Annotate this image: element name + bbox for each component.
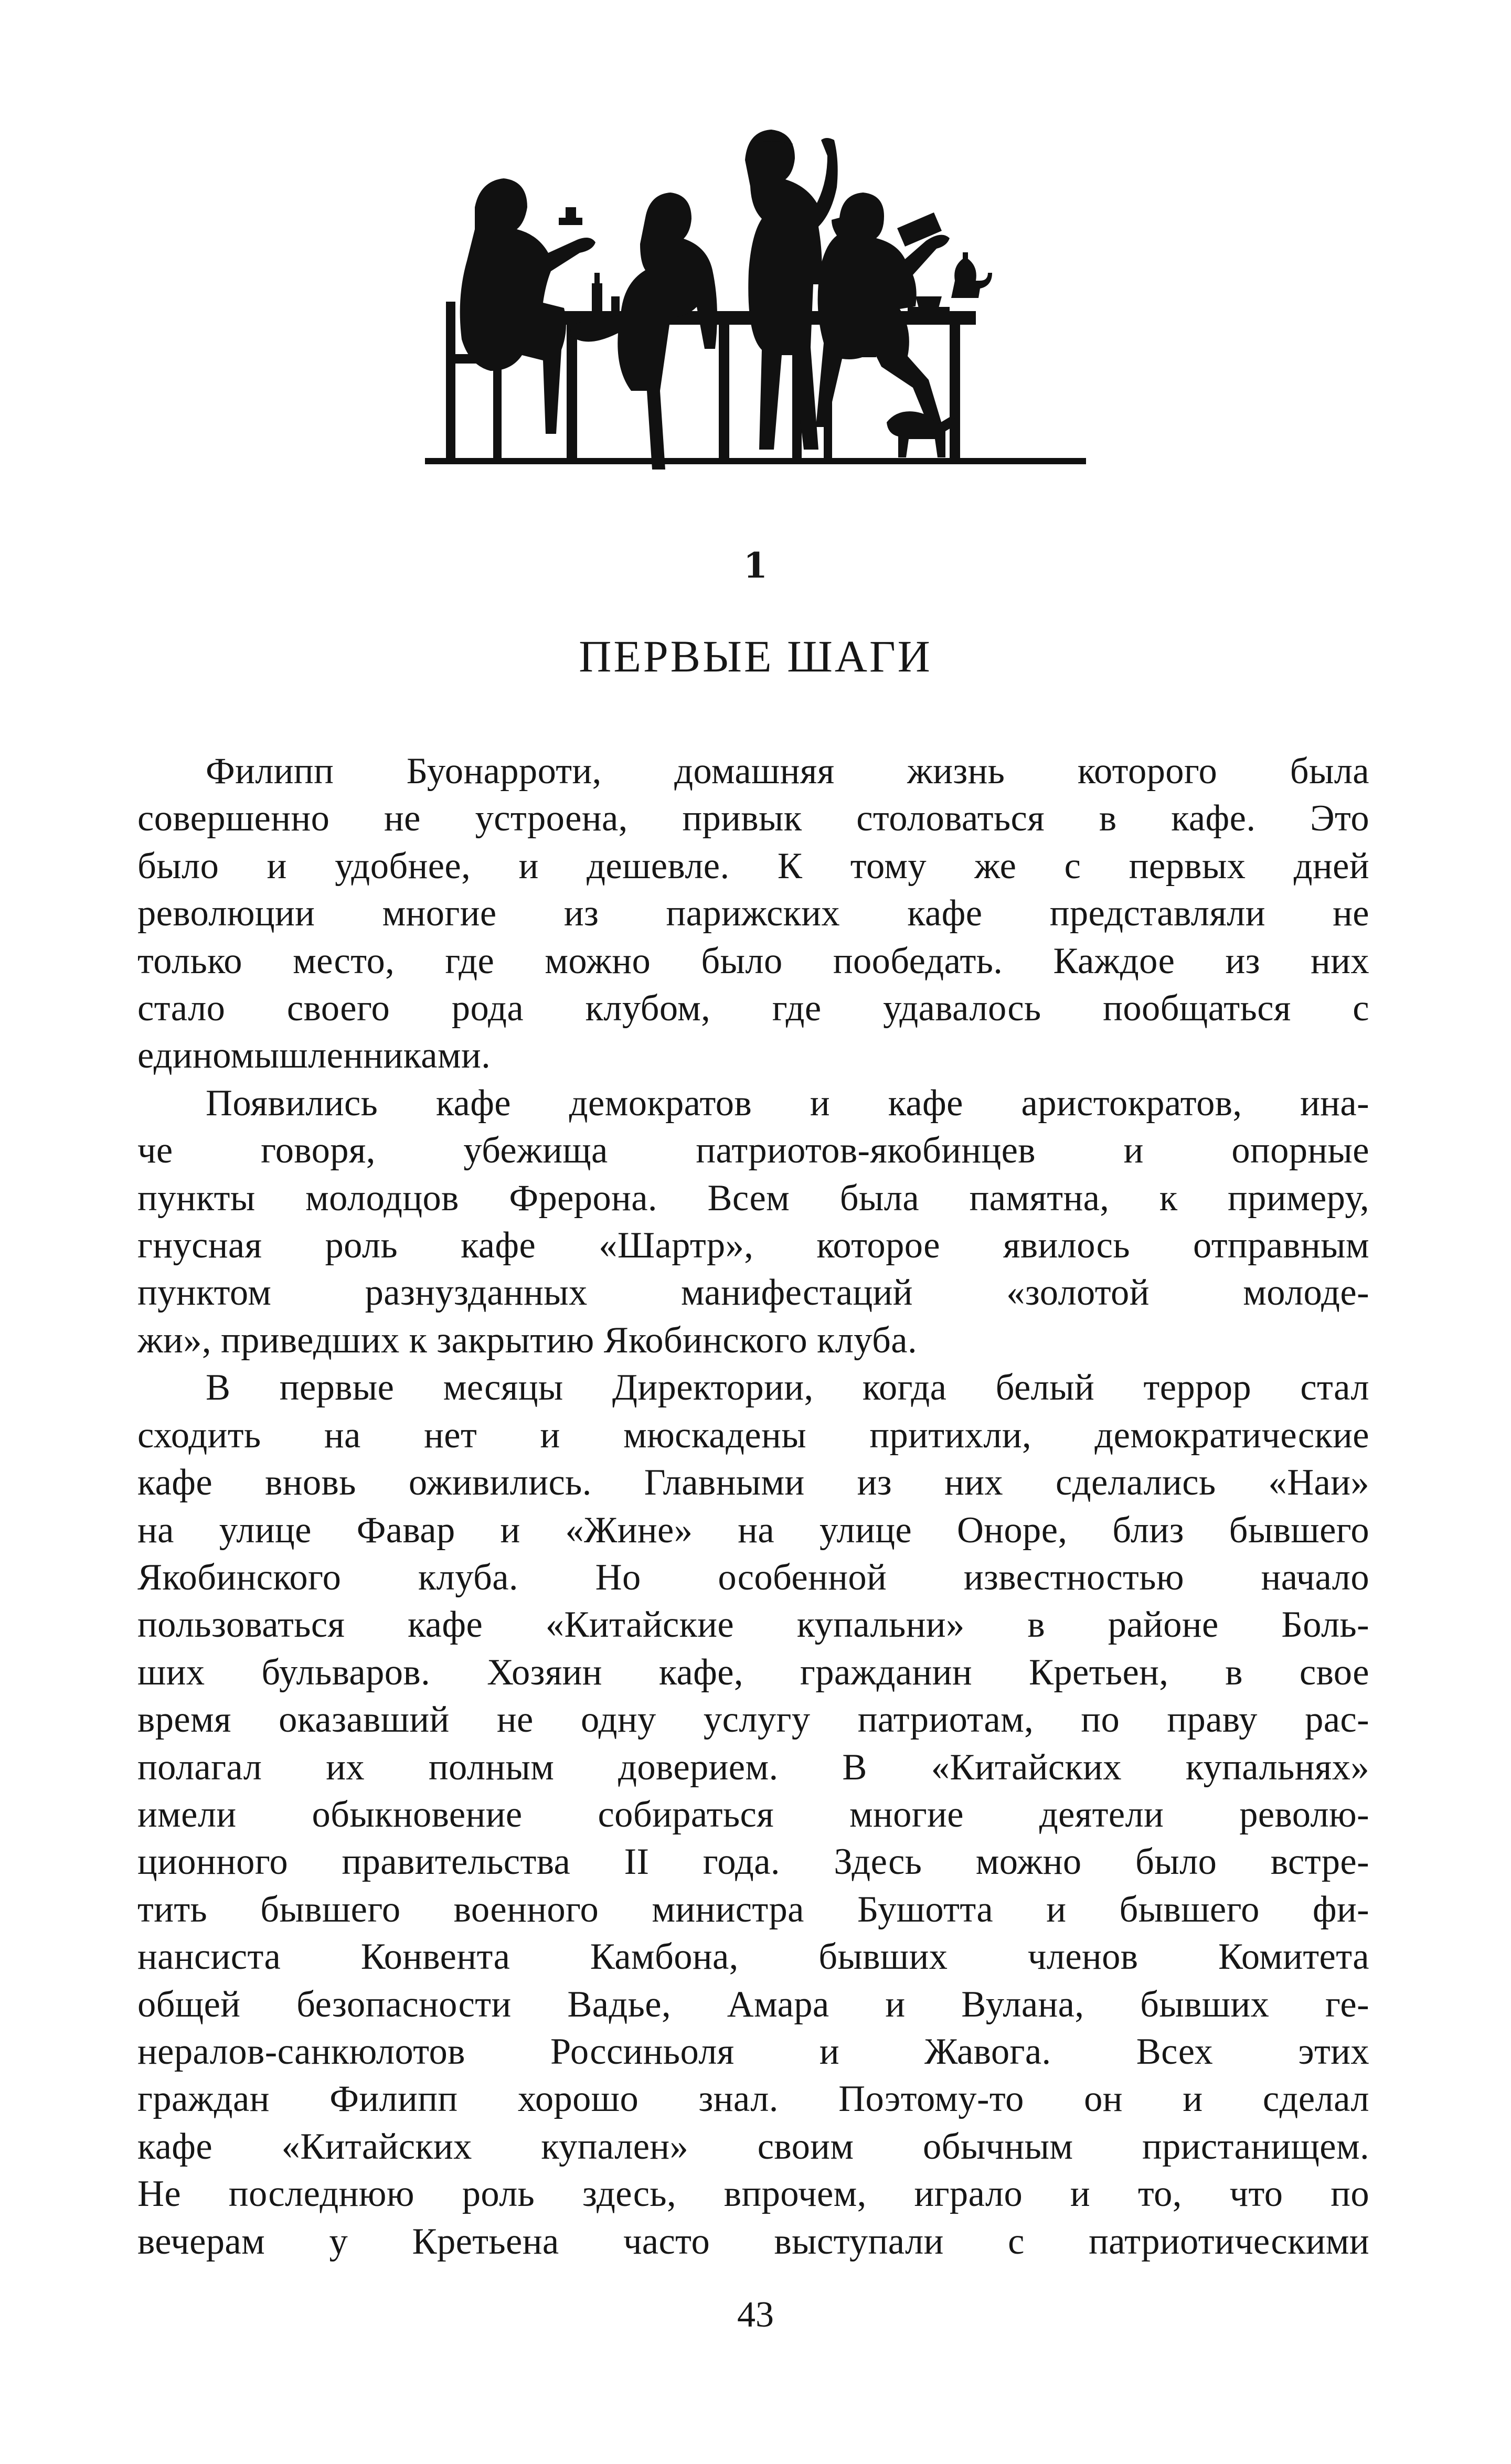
text-line: только место, где можно было пообедать. Каждое из них [137, 940, 1369, 982]
text-line: нералов-санкюлотов Россиньоля и Жавога. Всех этих [137, 2031, 1369, 2072]
text-line: стало своего рода клубом, где удавалось пообщаться с [137, 988, 1369, 1029]
text-line: вечерам у Кретьена часто выступали с патриотическими [137, 2221, 1369, 2262]
text-line: гнусная роль кафе «Шартр», которое явилось отправным [137, 1225, 1369, 1266]
chapter-number: 1 [743, 545, 768, 586]
text-line: че говоря, убежища патриотов-якобинцев и опорные [137, 1130, 1369, 1171]
text-line: Не последнюю роль здесь, впрочем, играло и то, что по [137, 2173, 1369, 2215]
page-number: 43 [737, 2295, 774, 2335]
text-line: единомышленниками. [137, 1035, 491, 1076]
text-line: Якобинского клуба. Но особенной известностью начало [137, 1556, 1369, 1598]
text-line: общей безопасности Вадье, Амара и Вулана, бывших ге- [137, 1983, 1369, 2025]
text-line: кафе «Китайских купален» своим обычным пристанищем. [137, 2126, 1369, 2167]
chapter-title: ПЕРВЫЕ ШАГИ [579, 631, 932, 681]
text-line: имели обыкновение собираться многие деятели револю- [137, 1794, 1369, 1835]
text-line: граждан Филипп хорошо знал. Поэтому-то он и сделал [137, 2078, 1369, 2120]
text-line: ших бульваров. Хозяин кафе, гражданин Кретьен, в свое [137, 1651, 1369, 1693]
text-line: Филипп Буонарроти, домашняя жизнь которого была [206, 751, 1369, 792]
text-line: пунктом разнузданных манифестаций «золотой молоде- [137, 1272, 1369, 1314]
text-line: кафе вновь оживились. Главными из них сделались «Наи» [137, 1462, 1369, 1503]
text-line: жи», приведших к закрытию Якобинского клуба. [137, 1319, 918, 1361]
text-line: сходить на нет и мюскадены притихли, демократические [137, 1414, 1369, 1456]
text-line: Появились кафе демократов и кафе аристократов, ина- [206, 1082, 1369, 1124]
text-line: время оказавший не одну услугу патриотам, по праву рас- [137, 1699, 1369, 1741]
text-line: нансиста Конвента Камбона, бывших членов Комитета [137, 1936, 1369, 1978]
text-line: революции многие из парижских кафе представляли не [137, 893, 1369, 934]
text-line: ционного правительства II года. Здесь можно было встре- [137, 1841, 1369, 1883]
cafe-silhouette-illustration [425, 129, 1086, 470]
text-line: совершенно не устроена, привык столоваться в кафе. Это [137, 798, 1369, 839]
text-line: было и удобнее, и дешевле. К тому же с первых дней [137, 845, 1369, 887]
text-line: полагал их полным доверием. В «Китайских купальнях» [137, 1746, 1369, 1788]
text-line: на улице Фавар и «Жине» на улице Оноре, близ бывшего [137, 1509, 1369, 1551]
chapter-body-text [137, 748, 1369, 2265]
text-line: В первые месяцы Директории, когда белый террор стал [206, 1367, 1369, 1409]
text-line: пункты молодцов Фрерона. Всем была памятна, к примеру, [137, 1177, 1369, 1219]
text-line: пользоваться кафе «Китайские купальни» в районе Боль- [137, 1604, 1369, 1646]
text-line: тить бывшего военного министра Бушотта и бывшего фи- [137, 1889, 1369, 1930]
